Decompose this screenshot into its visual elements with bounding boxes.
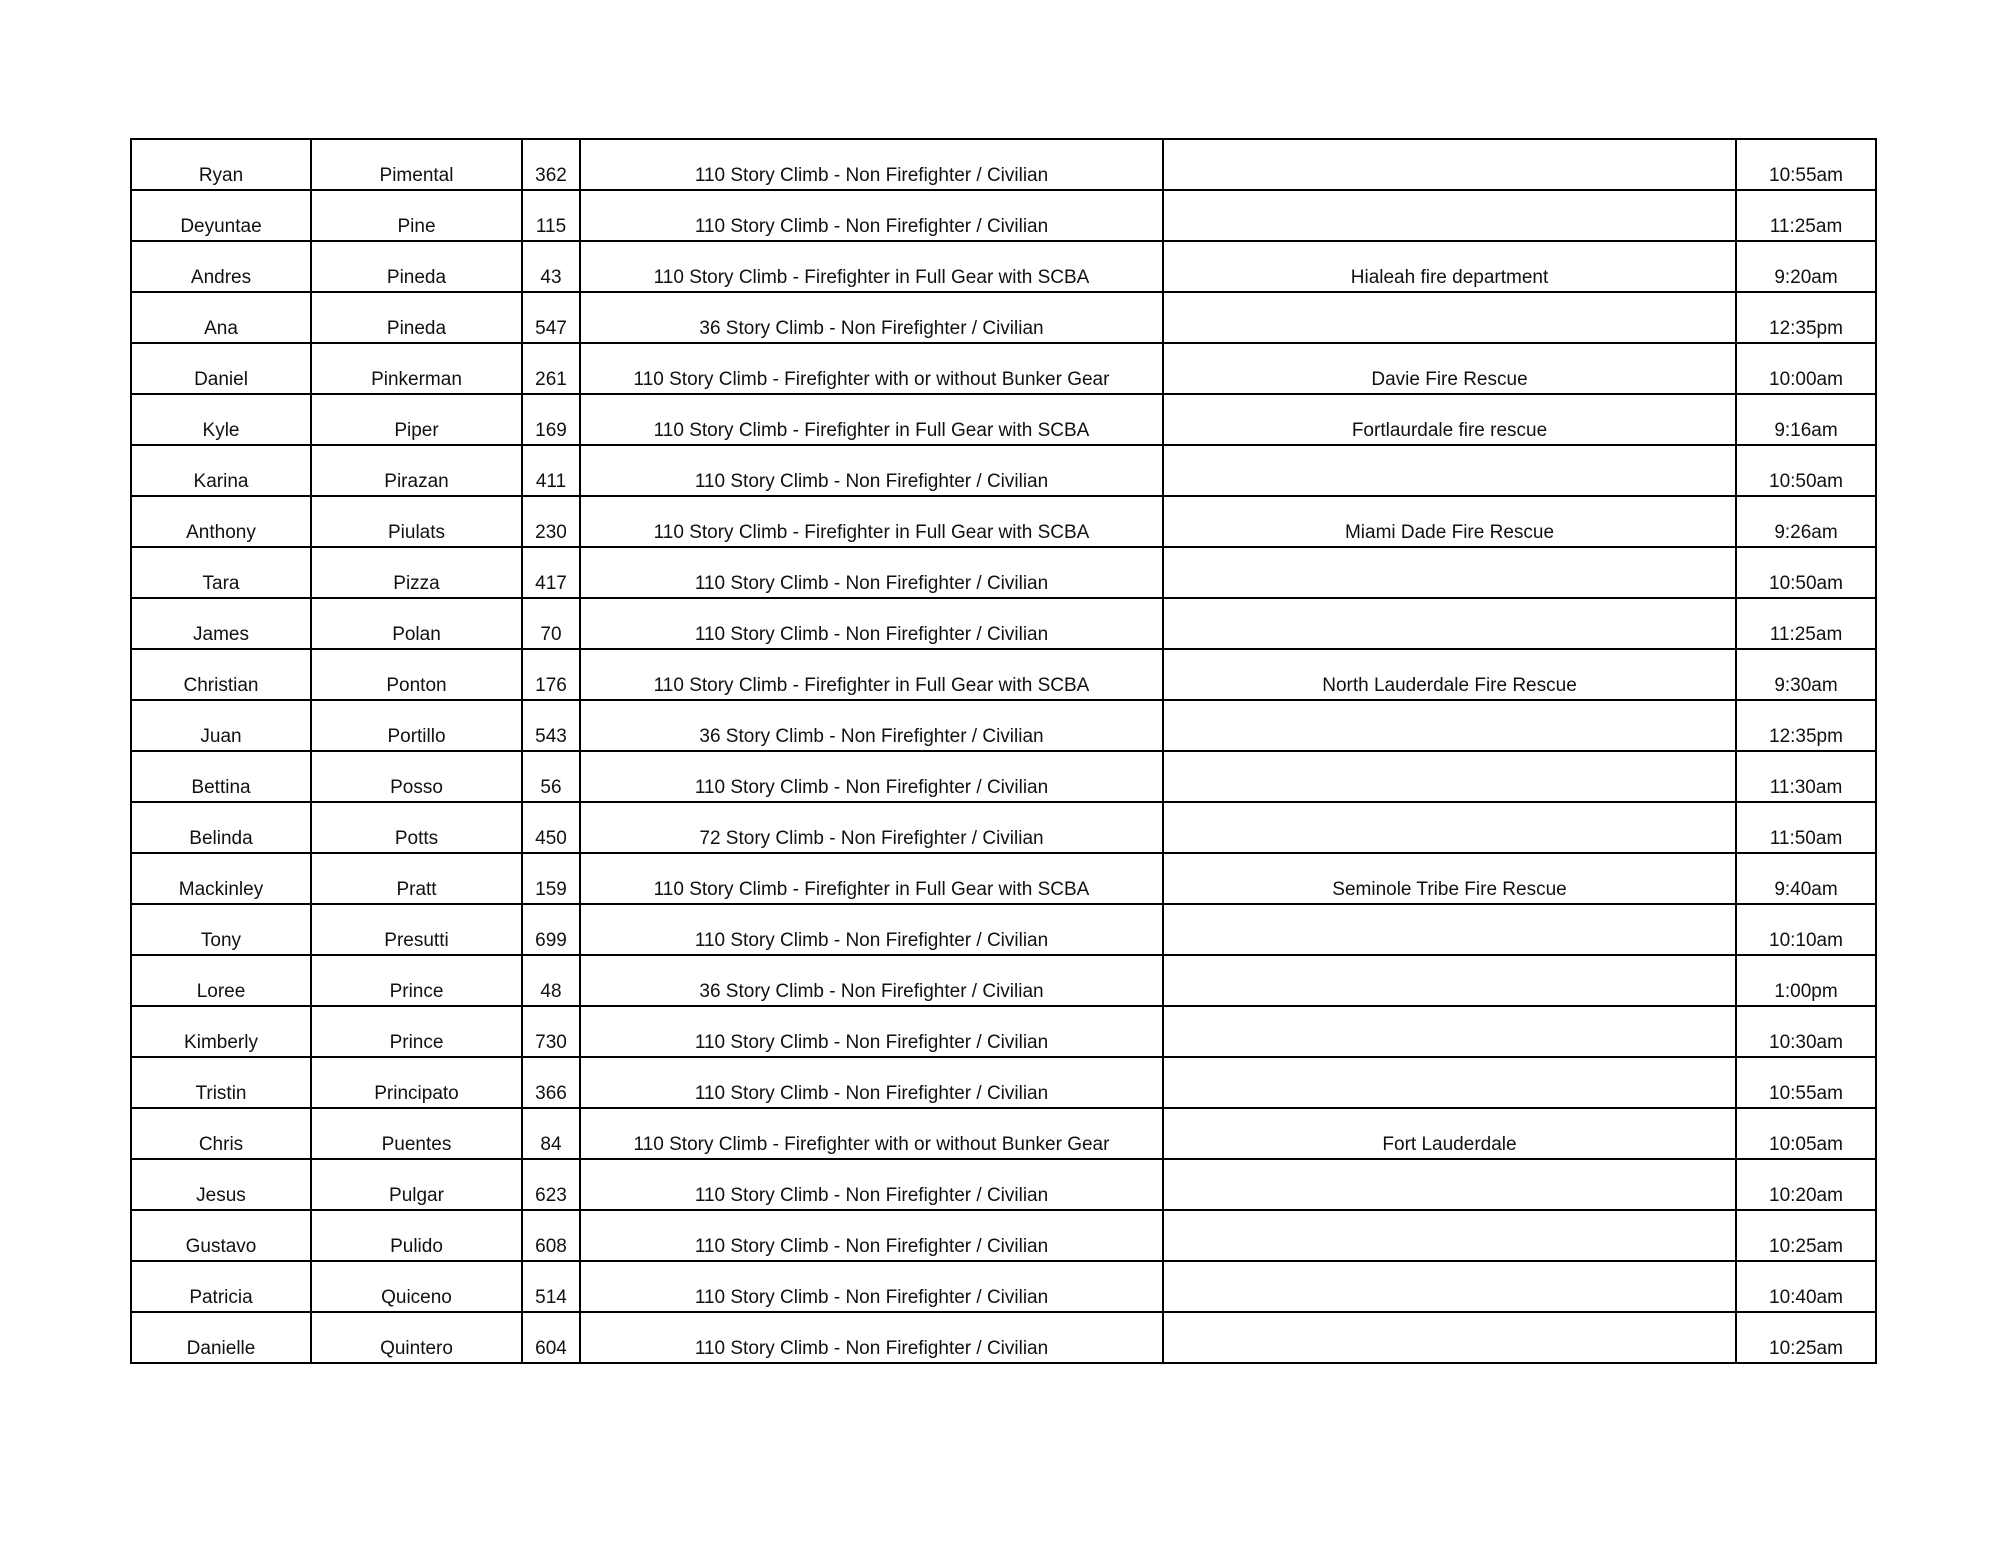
- department-cell: [1163, 292, 1736, 343]
- first-name-cell: Kimberly: [131, 1006, 311, 1057]
- department-cell: [1163, 904, 1736, 955]
- start-time-cell: 10:10am: [1736, 904, 1876, 955]
- table-row: [131, 190, 1876, 241]
- start-time-cell: 12:35pm: [1736, 292, 1876, 343]
- bib-number-cell: 411: [522, 445, 580, 496]
- department-cell: [1163, 751, 1736, 802]
- department-cell: [1163, 1312, 1736, 1363]
- last-name-cell: Posso: [311, 751, 522, 802]
- last-name-cell: Piulats: [311, 496, 522, 547]
- department-cell: Hialeah fire department: [1163, 241, 1736, 292]
- first-name-cell: Jesus: [131, 1159, 311, 1210]
- table-row: [131, 1261, 1876, 1312]
- table-row: [131, 802, 1876, 853]
- first-name-cell: Ana: [131, 292, 311, 343]
- first-name-cell: Juan: [131, 700, 311, 751]
- table-row: [131, 445, 1876, 496]
- event-cell: 110 Story Climb - Non Firefighter / Civilian: [580, 1057, 1163, 1108]
- table-row: [131, 1057, 1876, 1108]
- bib-number-cell: 730: [522, 1006, 580, 1057]
- first-name-cell: Tristin: [131, 1057, 311, 1108]
- department-cell: [1163, 1261, 1736, 1312]
- start-time-cell: 10:55am: [1736, 139, 1876, 190]
- last-name-cell: Ponton: [311, 649, 522, 700]
- start-time-cell: 9:16am: [1736, 394, 1876, 445]
- start-time-cell: 10:25am: [1736, 1210, 1876, 1261]
- start-time-cell: 9:40am: [1736, 853, 1876, 904]
- start-time-cell: 9:30am: [1736, 649, 1876, 700]
- table-row: [131, 1108, 1876, 1159]
- bib-number-cell: 70: [522, 598, 580, 649]
- table-row: [131, 700, 1876, 751]
- start-time-cell: 9:20am: [1736, 241, 1876, 292]
- first-name-cell: Chris: [131, 1108, 311, 1159]
- table-row: [131, 1159, 1876, 1210]
- bib-number-cell: 84: [522, 1108, 580, 1159]
- department-cell: [1163, 1159, 1736, 1210]
- department-cell: Miami Dade Fire Rescue: [1163, 496, 1736, 547]
- start-time-cell: 10:25am: [1736, 1312, 1876, 1363]
- event-cell: 110 Story Climb - Non Firefighter / Civilian: [580, 190, 1163, 241]
- bib-number-cell: 48: [522, 955, 580, 1006]
- table-row: [131, 955, 1876, 1006]
- last-name-cell: Pulgar: [311, 1159, 522, 1210]
- department-cell: [1163, 445, 1736, 496]
- table-row: [131, 853, 1876, 904]
- event-cell: 36 Story Climb - Non Firefighter / Civilian: [580, 292, 1163, 343]
- start-time-cell: 10:00am: [1736, 343, 1876, 394]
- bib-number-cell: 623: [522, 1159, 580, 1210]
- start-time-cell: 10:30am: [1736, 1006, 1876, 1057]
- event-cell: 110 Story Climb - Non Firefighter / Civilian: [580, 139, 1163, 190]
- department-cell: [1163, 802, 1736, 853]
- start-time-cell: 11:25am: [1736, 598, 1876, 649]
- start-time-cell: 10:55am: [1736, 1057, 1876, 1108]
- start-time-cell: 9:26am: [1736, 496, 1876, 547]
- event-cell: 110 Story Climb - Firefighter in Full Gear with SCBA: [580, 496, 1163, 547]
- bib-number-cell: 450: [522, 802, 580, 853]
- first-name-cell: Gustavo: [131, 1210, 311, 1261]
- table-row: [131, 1312, 1876, 1363]
- first-name-cell: Daniel: [131, 343, 311, 394]
- bib-number-cell: 115: [522, 190, 580, 241]
- event-cell: 110 Story Climb - Non Firefighter / Civilian: [580, 1159, 1163, 1210]
- first-name-cell: Tony: [131, 904, 311, 955]
- start-time-cell: 10:20am: [1736, 1159, 1876, 1210]
- table-row: [131, 598, 1876, 649]
- bib-number-cell: 56: [522, 751, 580, 802]
- last-name-cell: Presutti: [311, 904, 522, 955]
- bib-number-cell: 43: [522, 241, 580, 292]
- department-cell: Seminole Tribe Fire Rescue: [1163, 853, 1736, 904]
- table-row: [131, 496, 1876, 547]
- first-name-cell: Karina: [131, 445, 311, 496]
- last-name-cell: Pine: [311, 190, 522, 241]
- bib-number-cell: 169: [522, 394, 580, 445]
- first-name-cell: Loree: [131, 955, 311, 1006]
- event-cell: 110 Story Climb - Non Firefighter / Civilian: [580, 445, 1163, 496]
- start-time-cell: 11:25am: [1736, 190, 1876, 241]
- table-row: [131, 1210, 1876, 1261]
- table-row: [131, 394, 1876, 445]
- event-cell: 36 Story Climb - Non Firefighter / Civilian: [580, 700, 1163, 751]
- department-cell: Fort Lauderdale: [1163, 1108, 1736, 1159]
- last-name-cell: Potts: [311, 802, 522, 853]
- department-cell: [1163, 139, 1736, 190]
- department-cell: [1163, 190, 1736, 241]
- table-row: [131, 904, 1876, 955]
- first-name-cell: Christian: [131, 649, 311, 700]
- bib-number-cell: 230: [522, 496, 580, 547]
- last-name-cell: Pimental: [311, 139, 522, 190]
- department-cell: [1163, 1006, 1736, 1057]
- event-cell: 36 Story Climb - Non Firefighter / Civilian: [580, 955, 1163, 1006]
- event-cell: 72 Story Climb - Non Firefighter / Civilian: [580, 802, 1163, 853]
- table-row: [131, 1006, 1876, 1057]
- department-cell: [1163, 598, 1736, 649]
- department-cell: [1163, 547, 1736, 598]
- bib-number-cell: 159: [522, 853, 580, 904]
- event-cell: 110 Story Climb - Non Firefighter / Civilian: [580, 598, 1163, 649]
- bib-number-cell: 366: [522, 1057, 580, 1108]
- bib-number-cell: 176: [522, 649, 580, 700]
- start-time-cell: 10:40am: [1736, 1261, 1876, 1312]
- first-name-cell: Mackinley: [131, 853, 311, 904]
- last-name-cell: Quintero: [311, 1312, 522, 1363]
- last-name-cell: Prince: [311, 1006, 522, 1057]
- table-row: [131, 292, 1876, 343]
- event-cell: 110 Story Climb - Firefighter in Full Gear with SCBA: [580, 853, 1163, 904]
- event-cell: 110 Story Climb - Firefighter in Full Gear with SCBA: [580, 241, 1163, 292]
- first-name-cell: Bettina: [131, 751, 311, 802]
- last-name-cell: Piper: [311, 394, 522, 445]
- last-name-cell: Puentes: [311, 1108, 522, 1159]
- last-name-cell: Prince: [311, 955, 522, 1006]
- bib-number-cell: 514: [522, 1261, 580, 1312]
- first-name-cell: Kyle: [131, 394, 311, 445]
- first-name-cell: Anthony: [131, 496, 311, 547]
- bib-number-cell: 547: [522, 292, 580, 343]
- last-name-cell: Pratt: [311, 853, 522, 904]
- first-name-cell: Belinda: [131, 802, 311, 853]
- participant-table-body: [131, 139, 1876, 1363]
- start-time-cell: 11:50am: [1736, 802, 1876, 853]
- first-name-cell: Tara: [131, 547, 311, 598]
- last-name-cell: Pirazan: [311, 445, 522, 496]
- event-cell: 110 Story Climb - Non Firefighter / Civilian: [580, 1312, 1163, 1363]
- last-name-cell: Principato: [311, 1057, 522, 1108]
- event-cell: 110 Story Climb - Non Firefighter / Civilian: [580, 1210, 1163, 1261]
- event-cell: 110 Story Climb - Non Firefighter / Civilian: [580, 904, 1163, 955]
- last-name-cell: Pinkerman: [311, 343, 522, 394]
- start-time-cell: 10:50am: [1736, 445, 1876, 496]
- table-row: [131, 649, 1876, 700]
- department-cell: [1163, 955, 1736, 1006]
- bib-number-cell: 362: [522, 139, 580, 190]
- bib-number-cell: 261: [522, 343, 580, 394]
- department-cell: North Lauderdale Fire Rescue: [1163, 649, 1736, 700]
- first-name-cell: Patricia: [131, 1261, 311, 1312]
- department-cell: [1163, 1057, 1736, 1108]
- event-cell: 110 Story Climb - Non Firefighter / Civilian: [580, 547, 1163, 598]
- last-name-cell: Polan: [311, 598, 522, 649]
- event-cell: 110 Story Climb - Firefighter in Full Gear with SCBA: [580, 394, 1163, 445]
- start-time-cell: 1:00pm: [1736, 955, 1876, 1006]
- last-name-cell: Pineda: [311, 241, 522, 292]
- participant-table: [130, 138, 1877, 1364]
- start-time-cell: 12:35pm: [1736, 700, 1876, 751]
- table-row: [131, 139, 1876, 190]
- event-cell: 110 Story Climb - Firefighter with or without Bunker Gear: [580, 1108, 1163, 1159]
- bib-number-cell: 417: [522, 547, 580, 598]
- table-row: [131, 751, 1876, 802]
- department-cell: [1163, 1210, 1736, 1261]
- last-name-cell: Pizza: [311, 547, 522, 598]
- event-cell: 110 Story Climb - Firefighter with or without Bunker Gear: [580, 343, 1163, 394]
- first-name-cell: Andres: [131, 241, 311, 292]
- bib-number-cell: 699: [522, 904, 580, 955]
- bib-number-cell: 543: [522, 700, 580, 751]
- start-time-cell: 10:50am: [1736, 547, 1876, 598]
- event-cell: 110 Story Climb - Non Firefighter / Civilian: [580, 751, 1163, 802]
- start-time-cell: 10:05am: [1736, 1108, 1876, 1159]
- table-row: [131, 241, 1876, 292]
- last-name-cell: Portillo: [311, 700, 522, 751]
- table-row: [131, 343, 1876, 394]
- event-cell: 110 Story Climb - Non Firefighter / Civilian: [580, 1261, 1163, 1312]
- table-row: [131, 547, 1876, 598]
- start-time-cell: 11:30am: [1736, 751, 1876, 802]
- event-cell: 110 Story Climb - Non Firefighter / Civilian: [580, 1006, 1163, 1057]
- department-cell: [1163, 700, 1736, 751]
- first-name-cell: Deyuntae: [131, 190, 311, 241]
- last-name-cell: Pulido: [311, 1210, 522, 1261]
- department-cell: Fortlaurdale fire rescue: [1163, 394, 1736, 445]
- last-name-cell: Pineda: [311, 292, 522, 343]
- department-cell: Davie Fire Rescue: [1163, 343, 1736, 394]
- event-cell: 110 Story Climb - Firefighter in Full Gear with SCBA: [580, 649, 1163, 700]
- bib-number-cell: 608: [522, 1210, 580, 1261]
- bib-number-cell: 604: [522, 1312, 580, 1363]
- first-name-cell: Danielle: [131, 1312, 311, 1363]
- last-name-cell: Quiceno: [311, 1261, 522, 1312]
- first-name-cell: James: [131, 598, 311, 649]
- first-name-cell: Ryan: [131, 139, 311, 190]
